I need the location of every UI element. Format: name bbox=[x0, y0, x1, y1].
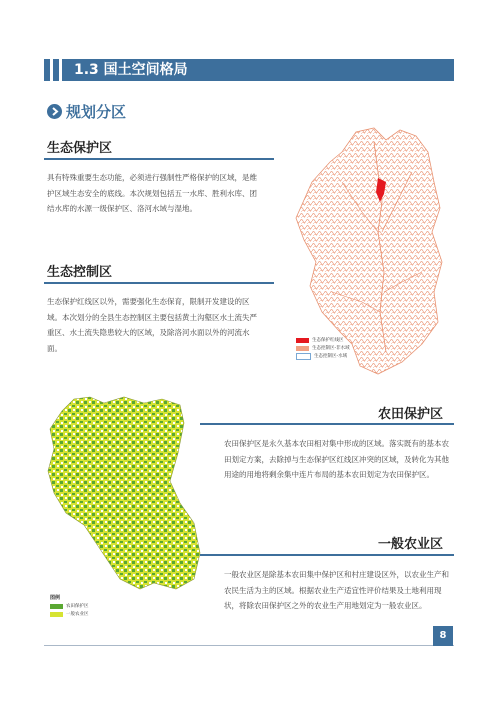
chevron-right-icon bbox=[47, 104, 62, 119]
agri-map-legend bbox=[50, 602, 89, 618]
legend-swatch bbox=[50, 612, 63, 617]
heading-rule bbox=[44, 158, 274, 160]
legend-label: 生态控制区-非水域 bbox=[312, 346, 350, 351]
header-stripe bbox=[50, 59, 53, 81]
farmland-heading: 农田保护区 bbox=[378, 407, 444, 422]
legend-title: 图例 bbox=[50, 595, 61, 601]
legend-swatch bbox=[296, 338, 309, 343]
footer-rule bbox=[44, 645, 454, 646]
eco-protect-heading: 生态保护区 bbox=[47, 141, 113, 156]
eco-map-legend bbox=[296, 336, 350, 360]
legend-label: 生态保护红线区 bbox=[312, 338, 344, 343]
legend-item bbox=[50, 602, 89, 610]
section-title: 规划分区 bbox=[66, 103, 127, 121]
legend-item bbox=[296, 352, 350, 360]
legend-item bbox=[50, 610, 89, 618]
farmland-text: 农田保护区是永久基本农田相对集中形成的区域。落实既有的基本农田划定方案，去除掉与生态保护区红线区冲突的区域，及转化为其他用途的用地将剩余集中连片布局的基本农田划定为农田保护区。 bbox=[224, 439, 449, 479]
legend-label: 生态控制区-水域 bbox=[314, 354, 348, 359]
legend-swatch bbox=[50, 604, 63, 609]
legend-swatch bbox=[296, 346, 309, 351]
page-number: 8 bbox=[433, 626, 453, 646]
heading-rule bbox=[200, 423, 454, 425]
heading-rule bbox=[44, 282, 274, 284]
legend-item bbox=[296, 336, 350, 344]
eco-control-heading: 生态控制区 bbox=[47, 265, 113, 280]
heading-rule bbox=[200, 554, 454, 556]
eco-protect-text: 具有特殊重要生态功能，必须进行强制性严格保护的区域，是维护区域生态安全的底线。本次规划包括五一水库、胜利水库、团结水库的水源一级保护区、洛河水域与湿地。 bbox=[47, 173, 257, 213]
agri-zone-map bbox=[44, 393, 202, 623]
legend-label: 农田保护区 bbox=[66, 604, 89, 609]
general-ag-heading: 一般农业区 bbox=[378, 537, 444, 552]
eco-zone-map bbox=[282, 122, 452, 384]
legend-swatch bbox=[296, 353, 311, 360]
general-ag-text: 一般农业区是除基本农田集中保护区和村庄建设区外，以农业生产和农民生活为主的区域。根据农业生产适宜性评价结果及土地利用现状，将除农田保护区之外的农业生产用地划定为一般农业区。 bbox=[224, 570, 449, 610]
header-stripe bbox=[59, 59, 62, 81]
chapter-title: 1.3 国土空间格局 bbox=[74, 62, 188, 78]
legend-item bbox=[296, 344, 350, 352]
legend-label: 一般农业区 bbox=[66, 612, 89, 617]
eco-control-text: 生态保护红线区以外，需要强化生态保育，限制开发建设的区域。本次划分的全县生态控制区主要包括黄土沟壑区水土流失严重区、水土流失隐患较大的区域，及除洛河水面以外的河流水面。 bbox=[47, 297, 257, 353]
